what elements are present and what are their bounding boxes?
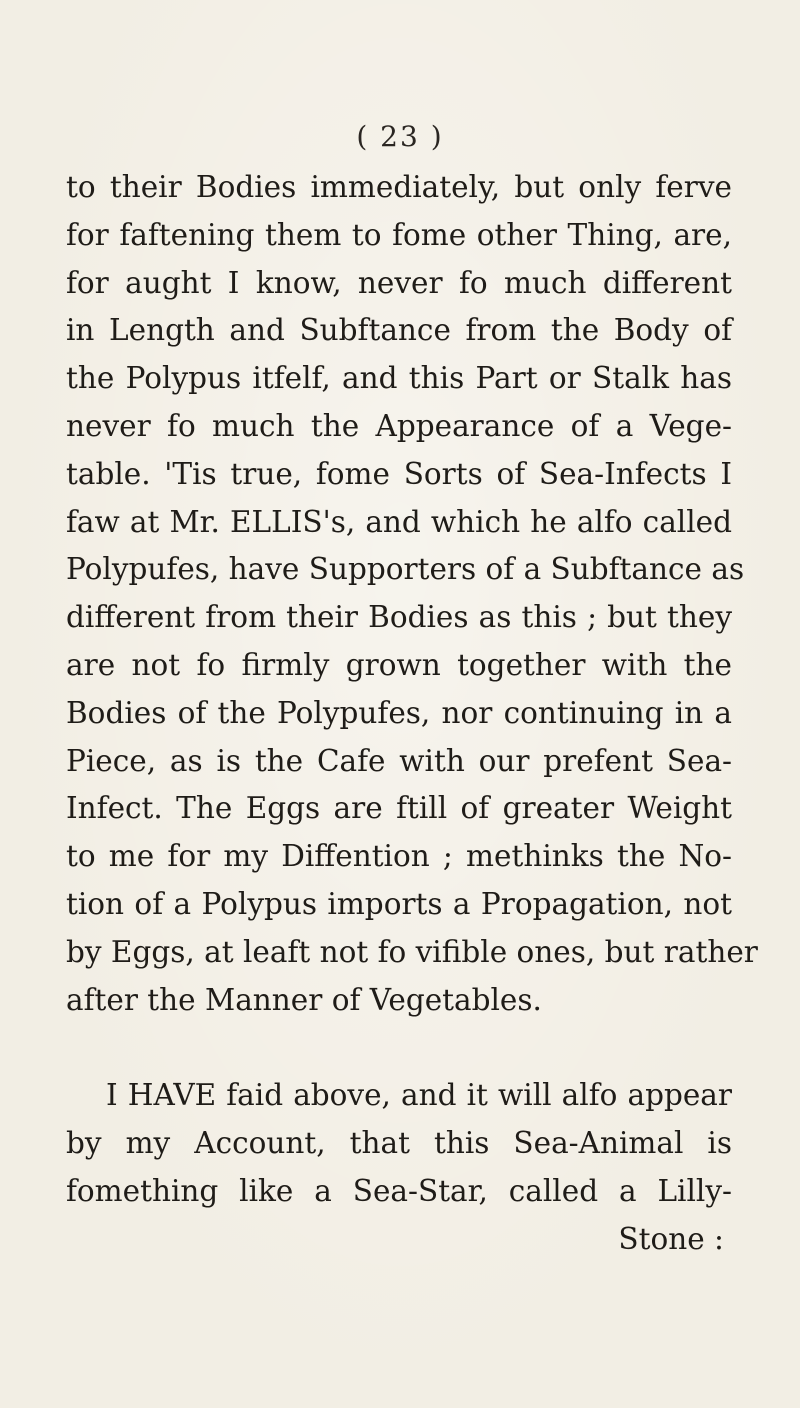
text-line: Infect. The Eggs are ftill of greater Weight <box>66 791 732 826</box>
text-line: are not fo firmly grown together with the <box>66 647 732 682</box>
text-line: Polypufes, have Supporters of a Subftance as <box>66 552 745 587</box>
text-line: by Eggs, at leaft not fo vifible ones, but rather <box>66 934 758 969</box>
text-line: to their Bodies immediately, but only ferve <box>66 170 732 204</box>
text-line: I HAVE faid above, and it will alfo appear <box>106 1078 732 1113</box>
text-line: faw at Mr. ELLIS's, and which he alfo called <box>66 504 732 539</box>
text-line: for aught I know, never fo much different <box>66 265 732 300</box>
text-line: in Length and Subftance from the Body of <box>66 313 732 348</box>
text-line: after the Manner of Vegetables. <box>66 982 542 1017</box>
page-number: ( 23 ) <box>356 120 444 153</box>
text-line: table. 'Tis true, fome Sorts of Sea-Infects I <box>66 456 732 491</box>
text-line: tion of a Polypus imports a Propagation, not <box>66 886 732 921</box>
text-line: to me for my Diffention ; methinks the No- <box>66 839 732 874</box>
body-text <box>66 164 758 1264</box>
paragraph-1 <box>66 164 758 1024</box>
text-line: different from their Bodies as this ; but they <box>66 600 732 635</box>
text-line: Bodies of the Polypufes, nor continuing in a <box>66 695 732 730</box>
text-line: for faftening them to fome other Thing, are, <box>66 217 732 252</box>
text-line: fomething like a Sea-Star, called a Lilly- <box>66 1173 732 1208</box>
text-line: by my Account, that this Sea-Animal is <box>66 1126 732 1161</box>
text-line: the Polypus itfelf, and this Part or Stalk has <box>66 361 732 396</box>
paragraph-2 <box>66 1072 732 1215</box>
text-line: Piece, as is the Cafe with our prefent Sea- <box>66 743 732 778</box>
paragraph-gap <box>66 1024 732 1072</box>
text-line: never fo much the Appearance of a Vege- <box>66 408 732 443</box>
catchword: Stone : <box>618 1221 724 1256</box>
